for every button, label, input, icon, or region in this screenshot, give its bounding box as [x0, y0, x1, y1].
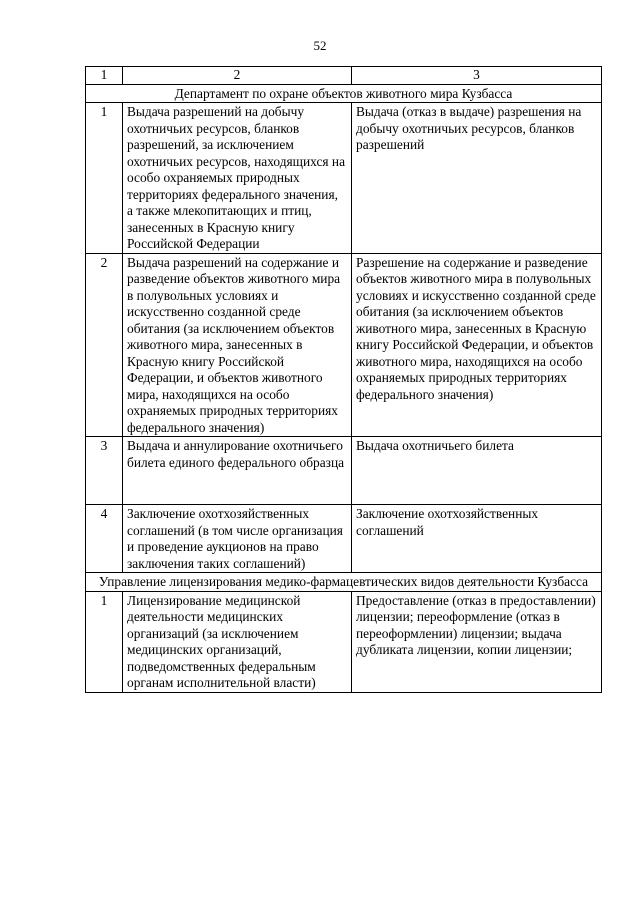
row-service: Предоставление (отказ в предоставлении) лицензии; переоформление (отказ в переоформлении) лицензии; выдача дубликата лицензии, копии лицензии;: [352, 591, 602, 692]
table-row: [86, 253, 602, 437]
row-function: Лицензирование медицинской деятельности медицинских организаций (за исключением медицинских организаций, подведомственных федеральным органам исполнительной власти): [123, 591, 352, 692]
section-title: Департамент по охране объектов животного мира Кузбасса: [86, 84, 602, 103]
header-col-3: 3: [352, 67, 602, 85]
row-number: 1: [86, 103, 123, 254]
section-title: Управление лицензирования медико-фармацевтических видов деятельности Кузбасса: [86, 573, 602, 592]
row-service: Выдача охотничьего билета: [352, 437, 602, 505]
services-table: [85, 66, 602, 693]
row-function: Выдача разрешений на добычу охотничьих ресурсов, бланков разрешений, за исключением охотничьих ресурсов, находящихся на особо охраняемых природных территориях федерального значения, а также млекопитающих и птиц, занесенных в Красную книгу Российской Федерации: [123, 103, 352, 254]
row-service: Заключение охотхозяйственных соглашений: [352, 505, 602, 573]
row-number: 4: [86, 505, 123, 573]
header-col-1: 1: [86, 67, 123, 85]
row-number: 2: [86, 253, 123, 437]
page-number: 52: [313, 38, 327, 53]
table-header-row: [86, 67, 602, 85]
header-col-2: 2: [123, 67, 352, 85]
table-row: [86, 505, 602, 573]
row-service: Выдача (отказ в выдаче) разрешения на добычу охотничьих ресурсов, бланков разрешений: [352, 103, 602, 254]
row-function: Выдача разрешений на содержание и разведение объектов животного мира в полувольных условиях и искусственно созданной среде обитания (за исключением объектов животного мира, занесенных в Красную книгу Российской Федерации, и объектов животного мира, находящихся на особо охраняемых природных территориях федерального значения): [123, 253, 352, 437]
section-row: [86, 84, 602, 103]
row-number: 3: [86, 437, 123, 505]
row-function: Выдача и аннулирование охотничьего билета единого федерального образца: [123, 437, 352, 505]
row-service: Разрешение на содержание и разведение объектов животного мира в полувольных условиях и искусственно созданной среде обитания (за исключением объектов животного мира, занесенных в Красную книгу Российской Федерации, и объектов животного мира, находящихся на особо охраняемых природных территориях федерального значения): [352, 253, 602, 437]
section-row: [86, 573, 602, 592]
table-row: [86, 103, 602, 254]
row-function: Заключение охотхозяйственных соглашений (в том числе организация и проведение аукционов на право заключения таких соглашений): [123, 505, 352, 573]
table-row: [86, 591, 602, 692]
table-row: [86, 437, 602, 505]
row-number: 1: [86, 591, 123, 692]
